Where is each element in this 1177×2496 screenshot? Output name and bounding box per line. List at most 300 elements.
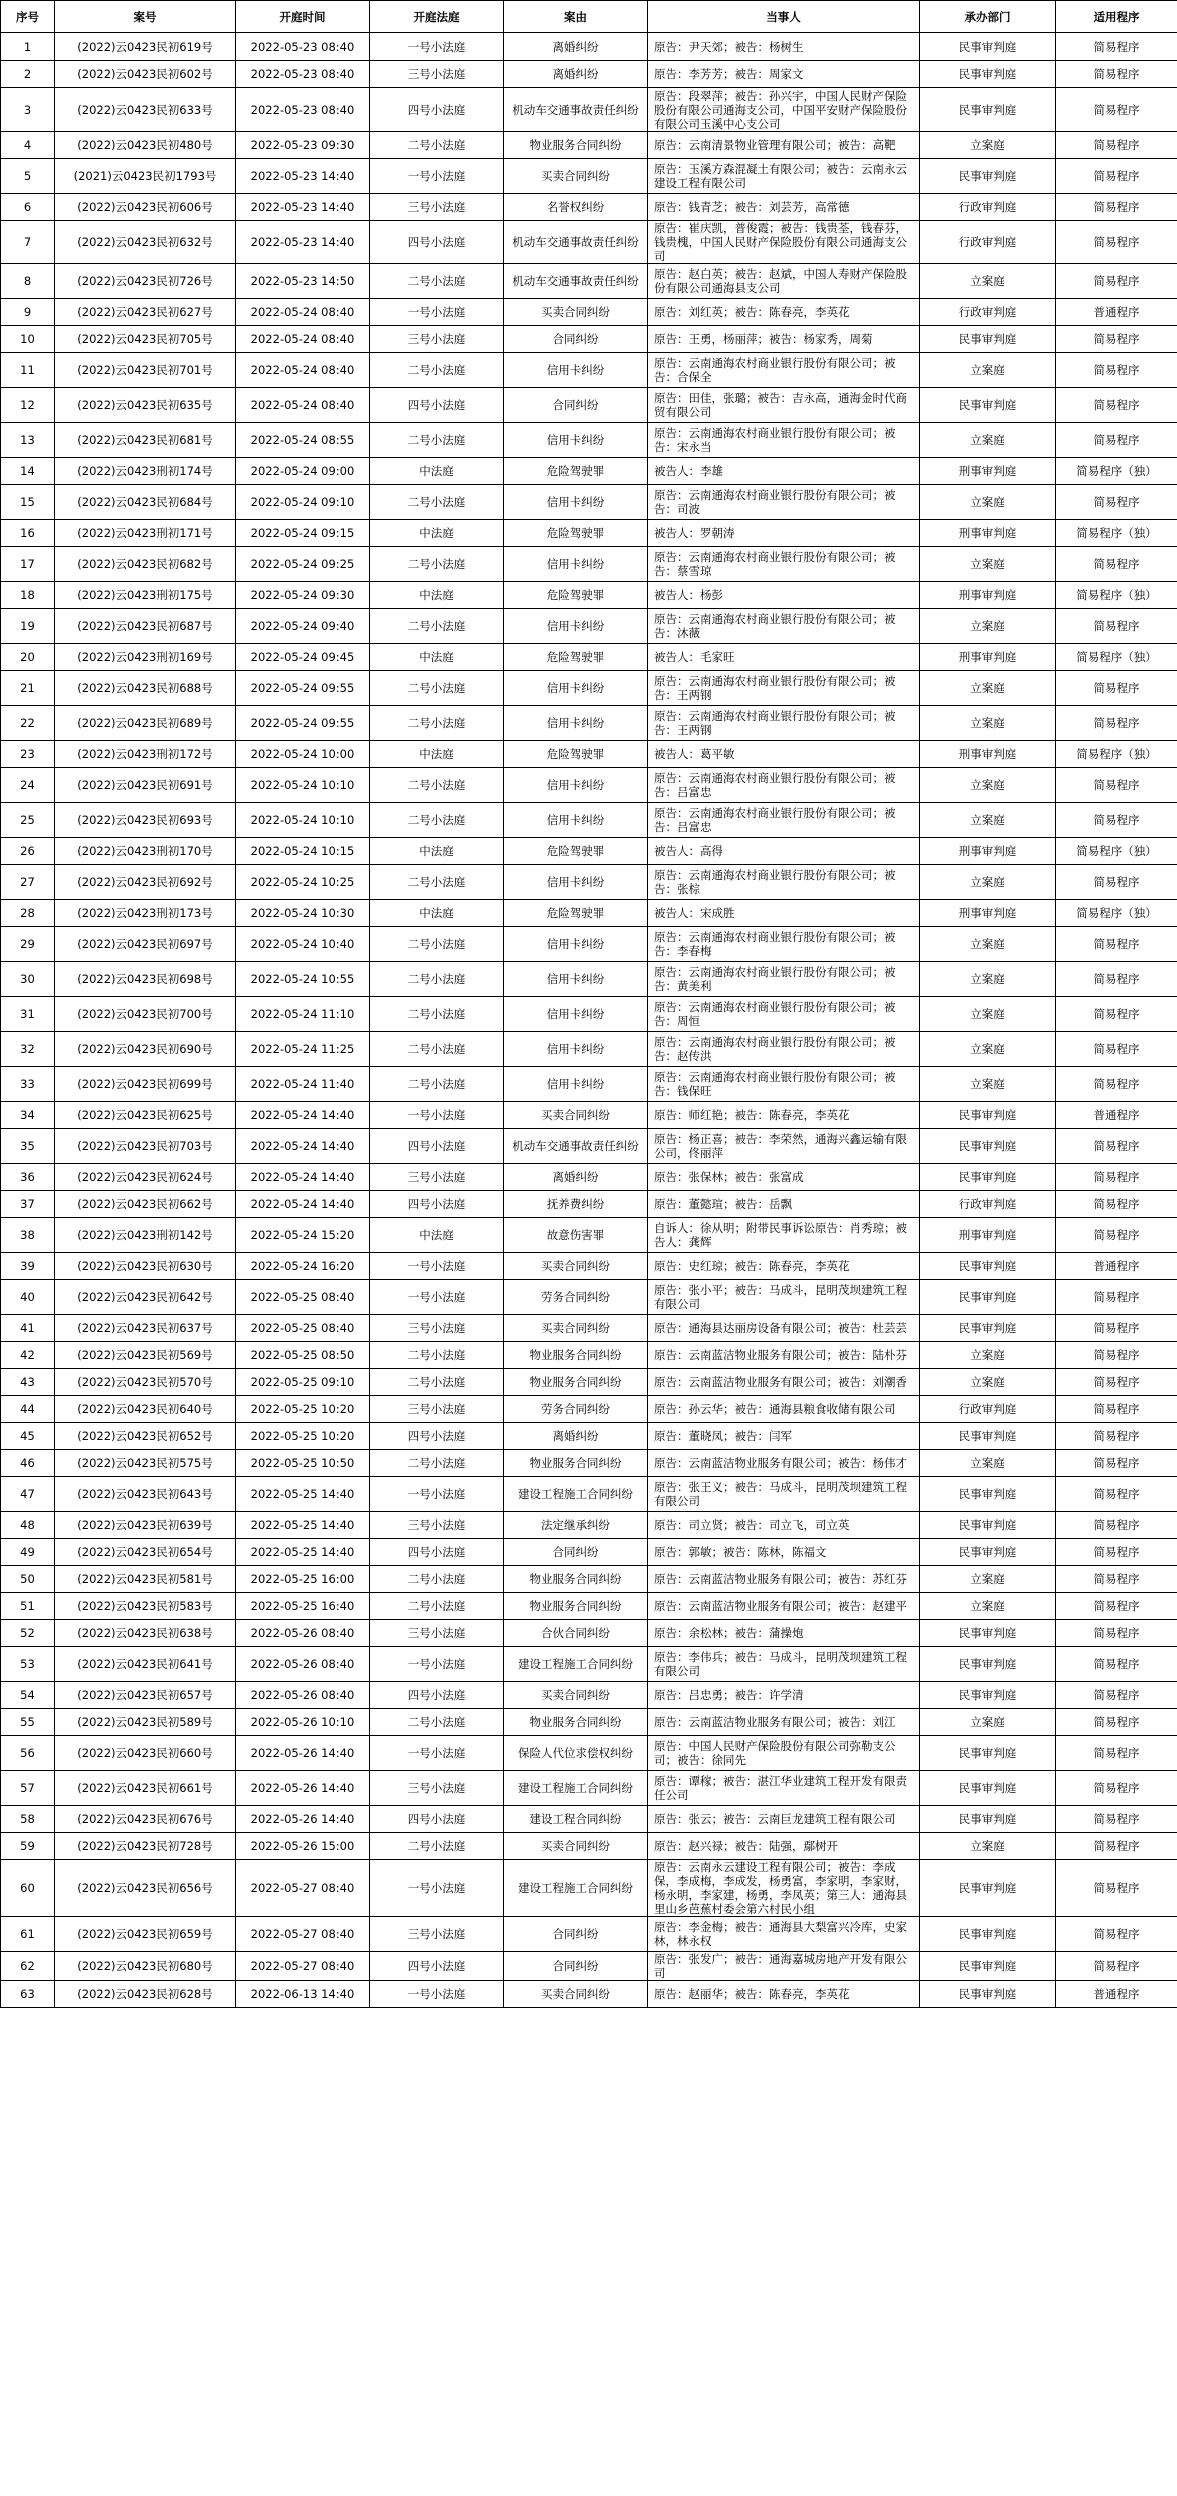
serial-cell: 49 bbox=[1, 1539, 55, 1566]
serial-cell: 25 bbox=[1, 803, 55, 838]
hearing-time-cell: 2022-05-24 11:10 bbox=[236, 997, 370, 1032]
case-number-cell: (2022)云0423刑初172号 bbox=[55, 741, 236, 768]
table-row bbox=[1, 900, 1177, 927]
hearing-time-cell: 2022-05-25 16:40 bbox=[236, 1593, 370, 1620]
case-number-cell: (2022)云0423民初688号 bbox=[55, 671, 236, 706]
serial-cell: 29 bbox=[1, 927, 55, 962]
table-row bbox=[1, 768, 1177, 803]
parties-cell: 被告人：毛家旺 bbox=[648, 644, 920, 671]
department-cell: 民事审判庭 bbox=[920, 1806, 1056, 1833]
serial-cell: 5 bbox=[1, 159, 55, 194]
cause-cell: 名誉权纠纷 bbox=[504, 194, 648, 221]
table-row bbox=[1, 159, 1177, 194]
procedure-cell: 简易程序 bbox=[1056, 1917, 1177, 1952]
serial-cell: 3 bbox=[1, 88, 55, 132]
cause-cell: 买卖合同纠纷 bbox=[504, 1682, 648, 1709]
table-row bbox=[1, 838, 1177, 865]
courtroom-cell: 中法庭 bbox=[370, 741, 504, 768]
department-cell: 刑事审判庭 bbox=[920, 582, 1056, 609]
courtroom-cell: 四号小法庭 bbox=[370, 1682, 504, 1709]
parties-cell: 原告：王勇，杨丽萍；被告：杨家秀，周菊 bbox=[648, 326, 920, 353]
department-cell: 民事审判庭 bbox=[920, 1102, 1056, 1129]
case-number-cell: (2021)云0423民初1793号 bbox=[55, 159, 236, 194]
hearing-time-cell: 2022-05-25 16:00 bbox=[236, 1566, 370, 1593]
courtroom-cell: 三号小法庭 bbox=[370, 1396, 504, 1423]
serial-cell: 46 bbox=[1, 1450, 55, 1477]
cause-cell: 建设工程合同纠纷 bbox=[504, 1806, 648, 1833]
case-number-cell: (2022)云0423民初625号 bbox=[55, 1102, 236, 1129]
parties-cell: 原告：杨正喜；被告：李荣然，通海兴鑫运输有限公司，佟丽萍 bbox=[648, 1129, 920, 1164]
table-row bbox=[1, 865, 1177, 900]
hearing-time-cell: 2022-05-24 14:40 bbox=[236, 1191, 370, 1218]
header-serial: 序号 bbox=[1, 1, 55, 33]
courtroom-cell: 一号小法庭 bbox=[370, 1647, 504, 1682]
serial-cell: 34 bbox=[1, 1102, 55, 1129]
serial-cell: 36 bbox=[1, 1164, 55, 1191]
case-number-cell: (2022)云0423民初700号 bbox=[55, 997, 236, 1032]
courtroom-cell: 二号小法庭 bbox=[370, 353, 504, 388]
serial-cell: 44 bbox=[1, 1396, 55, 1423]
department-cell: 刑事审判庭 bbox=[920, 741, 1056, 768]
procedure-cell: 简易程序 bbox=[1056, 1806, 1177, 1833]
cause-cell: 劳务合同纠纷 bbox=[504, 1396, 648, 1423]
case-number-cell: (2022)云0423民初589号 bbox=[55, 1709, 236, 1736]
cause-cell: 合同纠纷 bbox=[504, 388, 648, 423]
hearing-time-cell: 2022-05-24 08:40 bbox=[236, 388, 370, 423]
courtroom-cell: 一号小法庭 bbox=[370, 1102, 504, 1129]
procedure-cell: 普通程序 bbox=[1056, 1253, 1177, 1280]
hearing-time-cell: 2022-05-23 08:40 bbox=[236, 88, 370, 132]
department-cell: 民事审判庭 bbox=[920, 1917, 1056, 1952]
hearing-time-cell: 2022-05-23 14:40 bbox=[236, 221, 370, 264]
table-row bbox=[1, 33, 1177, 61]
hearing-time-cell: 2022-06-13 14:40 bbox=[236, 1981, 370, 2008]
case-number-cell: (2022)云0423民初632号 bbox=[55, 221, 236, 264]
department-cell: 民事审判庭 bbox=[920, 1860, 1056, 1917]
case-number-cell: (2022)云0423民初602号 bbox=[55, 61, 236, 88]
cause-cell: 机动车交通事故责任纠纷 bbox=[504, 221, 648, 264]
cause-cell: 合同纠纷 bbox=[504, 326, 648, 353]
procedure-cell: 简易程序 bbox=[1056, 159, 1177, 194]
table-row bbox=[1, 1369, 1177, 1396]
hearing-time-cell: 2022-05-23 08:40 bbox=[236, 33, 370, 61]
table-row bbox=[1, 326, 1177, 353]
serial-cell: 10 bbox=[1, 326, 55, 353]
department-cell: 行政审判庭 bbox=[920, 299, 1056, 326]
procedure-cell: 简易程序 bbox=[1056, 865, 1177, 900]
cause-cell: 合同纠纷 bbox=[504, 1917, 648, 1952]
parties-cell: 原告：云南通海农村商业银行股份有限公司；被告：黄美利 bbox=[648, 962, 920, 997]
serial-cell: 59 bbox=[1, 1833, 55, 1860]
department-cell: 立案庭 bbox=[920, 671, 1056, 706]
procedure-cell: 简易程序 bbox=[1056, 1396, 1177, 1423]
courtroom-cell: 一号小法庭 bbox=[370, 1477, 504, 1512]
courtroom-cell: 三号小法庭 bbox=[370, 1512, 504, 1539]
cause-cell: 机动车交通事故责任纠纷 bbox=[504, 1129, 648, 1164]
department-cell: 民事审判庭 bbox=[920, 1952, 1056, 1981]
hearing-time-cell: 2022-05-24 10:55 bbox=[236, 962, 370, 997]
hearing-time-cell: 2022-05-27 08:40 bbox=[236, 1952, 370, 1981]
case-number-cell: (2022)云0423民初480号 bbox=[55, 132, 236, 159]
header-parties: 当事人 bbox=[648, 1, 920, 33]
table-row bbox=[1, 1129, 1177, 1164]
department-cell: 民事审判庭 bbox=[920, 1981, 1056, 2008]
cause-cell: 离婚纠纷 bbox=[504, 61, 648, 88]
procedure-cell: 简易程序 bbox=[1056, 132, 1177, 159]
hearing-time-cell: 2022-05-24 15:20 bbox=[236, 1218, 370, 1253]
parties-cell: 原告：云南通海农村商业银行股份有限公司；被告：李春梅 bbox=[648, 927, 920, 962]
department-cell: 立案庭 bbox=[920, 132, 1056, 159]
hearing-time-cell: 2022-05-27 08:40 bbox=[236, 1917, 370, 1952]
department-cell: 行政审判庭 bbox=[920, 221, 1056, 264]
table-row bbox=[1, 1218, 1177, 1253]
hearing-time-cell: 2022-05-24 09:40 bbox=[236, 609, 370, 644]
cause-cell: 买卖合同纠纷 bbox=[504, 1102, 648, 1129]
procedure-cell: 普通程序 bbox=[1056, 1981, 1177, 2008]
table-row bbox=[1, 997, 1177, 1032]
case-number-cell: (2022)云0423民初698号 bbox=[55, 962, 236, 997]
department-cell: 立案庭 bbox=[920, 803, 1056, 838]
parties-cell: 原告：云南通海农村商业银行股份有限公司；被告：张棕 bbox=[648, 865, 920, 900]
table-row bbox=[1, 1593, 1177, 1620]
procedure-cell: 简易程序 bbox=[1056, 1682, 1177, 1709]
department-cell: 立案庭 bbox=[920, 1067, 1056, 1102]
cause-cell: 保险人代位求偿权纠纷 bbox=[504, 1736, 648, 1771]
case-number-cell: (2022)云0423民初635号 bbox=[55, 388, 236, 423]
cause-cell: 信用卡纠纷 bbox=[504, 706, 648, 741]
hearing-time-cell: 2022-05-24 09:55 bbox=[236, 706, 370, 741]
hearing-time-cell: 2022-05-23 14:50 bbox=[236, 264, 370, 299]
courtroom-cell: 二号小法庭 bbox=[370, 997, 504, 1032]
case-number-cell: (2022)云0423民初642号 bbox=[55, 1280, 236, 1315]
parties-cell: 原告：云南通海农村商业银行股份有限公司；被告：蔡雪琼 bbox=[648, 547, 920, 582]
parties-cell: 原告：赵丽华；被告：陈春亮，李英花 bbox=[648, 1981, 920, 2008]
serial-cell: 32 bbox=[1, 1032, 55, 1067]
table-row bbox=[1, 644, 1177, 671]
procedure-cell: 简易程序（独） bbox=[1056, 582, 1177, 609]
hearing-time-cell: 2022-05-24 14:40 bbox=[236, 1129, 370, 1164]
cause-cell: 机动车交通事故责任纠纷 bbox=[504, 88, 648, 132]
cause-cell: 合同纠纷 bbox=[504, 1539, 648, 1566]
procedure-cell: 简易程序 bbox=[1056, 1860, 1177, 1917]
serial-cell: 50 bbox=[1, 1566, 55, 1593]
procedure-cell: 简易程序 bbox=[1056, 326, 1177, 353]
department-cell: 立案庭 bbox=[920, 927, 1056, 962]
procedure-cell: 简易程序 bbox=[1056, 264, 1177, 299]
courtroom-cell: 三号小法庭 bbox=[370, 326, 504, 353]
procedure-cell: 简易程序 bbox=[1056, 1512, 1177, 1539]
procedure-cell: 简易程序 bbox=[1056, 194, 1177, 221]
courtroom-cell: 二号小法庭 bbox=[370, 927, 504, 962]
courtroom-cell: 二号小法庭 bbox=[370, 1369, 504, 1396]
parties-cell: 原告：云南通海农村商业银行股份有限公司；被告：吕富忠 bbox=[648, 768, 920, 803]
table-row bbox=[1, 1566, 1177, 1593]
table-row bbox=[1, 803, 1177, 838]
department-cell: 民事审判庭 bbox=[920, 1280, 1056, 1315]
parties-cell: 原告：云南通海农村商业银行股份有限公司；被告：赵传洪 bbox=[648, 1032, 920, 1067]
serial-cell: 41 bbox=[1, 1315, 55, 1342]
case-number-cell: (2022)云0423刑初173号 bbox=[55, 900, 236, 927]
hearing-time-cell: 2022-05-25 10:20 bbox=[236, 1396, 370, 1423]
cause-cell: 劳务合同纠纷 bbox=[504, 1280, 648, 1315]
procedure-cell: 简易程序 bbox=[1056, 423, 1177, 458]
hearing-time-cell: 2022-05-26 10:10 bbox=[236, 1709, 370, 1736]
table-row bbox=[1, 1647, 1177, 1682]
cause-cell: 买卖合同纠纷 bbox=[504, 159, 648, 194]
department-cell: 立案庭 bbox=[920, 1369, 1056, 1396]
procedure-cell: 简易程序 bbox=[1056, 221, 1177, 264]
parties-cell: 被告人：高得 bbox=[648, 838, 920, 865]
parties-cell: 原告：李金梅；被告：通海县大梨富兴冷库，史家林，林永权 bbox=[648, 1917, 920, 1952]
serial-cell: 6 bbox=[1, 194, 55, 221]
department-cell: 立案庭 bbox=[920, 485, 1056, 520]
table-row bbox=[1, 1102, 1177, 1129]
serial-cell: 18 bbox=[1, 582, 55, 609]
hearing-time-cell: 2022-05-24 08:40 bbox=[236, 353, 370, 388]
courtroom-cell: 中法庭 bbox=[370, 458, 504, 485]
hearing-time-cell: 2022-05-24 09:25 bbox=[236, 547, 370, 582]
case-number-cell: (2022)云0423民初624号 bbox=[55, 1164, 236, 1191]
cause-cell: 离婚纠纷 bbox=[504, 33, 648, 61]
department-cell: 民事审判庭 bbox=[920, 1423, 1056, 1450]
hearing-time-cell: 2022-05-24 08:55 bbox=[236, 423, 370, 458]
cause-cell: 信用卡纠纷 bbox=[504, 1032, 648, 1067]
table-row bbox=[1, 741, 1177, 768]
serial-cell: 35 bbox=[1, 1129, 55, 1164]
cause-cell: 物业服务合同纠纷 bbox=[504, 1566, 648, 1593]
case-number-cell: (2022)云0423民初697号 bbox=[55, 927, 236, 962]
courtroom-cell: 四号小法庭 bbox=[370, 1423, 504, 1450]
cause-cell: 危险驾驶罪 bbox=[504, 900, 648, 927]
department-cell: 立案庭 bbox=[920, 423, 1056, 458]
courtroom-cell: 四号小法庭 bbox=[370, 1952, 504, 1981]
department-cell: 立案庭 bbox=[920, 1566, 1056, 1593]
courtroom-cell: 三号小法庭 bbox=[370, 1315, 504, 1342]
courtroom-cell: 一号小法庭 bbox=[370, 1736, 504, 1771]
cause-cell: 物业服务合同纠纷 bbox=[504, 1450, 648, 1477]
hearing-time-cell: 2022-05-24 08:40 bbox=[236, 326, 370, 353]
case-number-cell: (2022)云0423民初656号 bbox=[55, 1860, 236, 1917]
table-row bbox=[1, 1860, 1177, 1917]
procedure-cell: 简易程序 bbox=[1056, 1423, 1177, 1450]
serial-cell: 4 bbox=[1, 132, 55, 159]
department-cell: 立案庭 bbox=[920, 1709, 1056, 1736]
serial-cell: 2 bbox=[1, 61, 55, 88]
serial-cell: 63 bbox=[1, 1981, 55, 2008]
table-row bbox=[1, 1512, 1177, 1539]
table-row bbox=[1, 1396, 1177, 1423]
parties-cell: 原告：张王义；被告：马成斗，昆明茂坝建筑工程有限公司 bbox=[648, 1477, 920, 1512]
procedure-cell: 简易程序 bbox=[1056, 671, 1177, 706]
cause-cell: 信用卡纠纷 bbox=[504, 803, 648, 838]
department-cell: 民事审判庭 bbox=[920, 1682, 1056, 1709]
case-number-cell: (2022)云0423民初627号 bbox=[55, 299, 236, 326]
table-header-row bbox=[1, 1, 1177, 33]
department-cell: 民事审判庭 bbox=[920, 1539, 1056, 1566]
cause-cell: 信用卡纠纷 bbox=[504, 671, 648, 706]
department-cell: 民事审判庭 bbox=[920, 388, 1056, 423]
courtroom-cell: 二号小法庭 bbox=[370, 1450, 504, 1477]
procedure-cell: 简易程序 bbox=[1056, 1450, 1177, 1477]
table-row bbox=[1, 706, 1177, 741]
procedure-cell: 简易程序 bbox=[1056, 1952, 1177, 1981]
procedure-cell: 简易程序 bbox=[1056, 61, 1177, 88]
hearing-time-cell: 2022-05-23 14:40 bbox=[236, 194, 370, 221]
table-row bbox=[1, 1342, 1177, 1369]
procedure-cell: 简易程序 bbox=[1056, 353, 1177, 388]
cause-cell: 信用卡纠纷 bbox=[504, 962, 648, 997]
case-number-cell: (2022)云0423民初699号 bbox=[55, 1067, 236, 1102]
parties-cell: 原告：云南蓝洁物业服务有限公司；被告：苏红芬 bbox=[648, 1566, 920, 1593]
hearing-time-cell: 2022-05-25 08:50 bbox=[236, 1342, 370, 1369]
table-row bbox=[1, 61, 1177, 88]
case-number-cell: (2022)云0423民初705号 bbox=[55, 326, 236, 353]
case-number-cell: (2022)云0423刑初174号 bbox=[55, 458, 236, 485]
header-case-number: 案号 bbox=[55, 1, 236, 33]
case-number-cell: (2022)云0423民初637号 bbox=[55, 1315, 236, 1342]
hearing-time-cell: 2022-05-24 10:30 bbox=[236, 900, 370, 927]
procedure-cell: 简易程序 bbox=[1056, 1620, 1177, 1647]
serial-cell: 60 bbox=[1, 1860, 55, 1917]
courtroom-cell: 中法庭 bbox=[370, 582, 504, 609]
parties-cell: 原告：史红琼；被告：陈春亮，李英花 bbox=[648, 1253, 920, 1280]
table-row bbox=[1, 1771, 1177, 1806]
department-cell: 民事审判庭 bbox=[920, 159, 1056, 194]
procedure-cell: 简易程序 bbox=[1056, 1566, 1177, 1593]
cause-cell: 建设工程施工合同纠纷 bbox=[504, 1860, 648, 1917]
hearing-time-cell: 2022-05-26 08:40 bbox=[236, 1620, 370, 1647]
department-cell: 立案庭 bbox=[920, 768, 1056, 803]
cause-cell: 信用卡纠纷 bbox=[504, 485, 648, 520]
cause-cell: 买卖合同纠纷 bbox=[504, 299, 648, 326]
table-row bbox=[1, 1315, 1177, 1342]
parties-cell: 原告：云南清景物业管理有限公司；被告：高靶 bbox=[648, 132, 920, 159]
cause-cell: 危险驾驶罪 bbox=[504, 520, 648, 547]
courtroom-cell: 二号小法庭 bbox=[370, 1032, 504, 1067]
department-cell: 立案庭 bbox=[920, 547, 1056, 582]
parties-cell: 原告：玉溪方森混凝土有限公司；被告：云南永云建设工程有限公司 bbox=[648, 159, 920, 194]
parties-cell: 原告：云南通海农村商业银行股份有限公司；被告：吕富忠 bbox=[648, 803, 920, 838]
table-row bbox=[1, 671, 1177, 706]
procedure-cell: 简易程序 bbox=[1056, 1647, 1177, 1682]
parties-cell: 原告：师红艳；被告：陈春亮，李英花 bbox=[648, 1102, 920, 1129]
serial-cell: 52 bbox=[1, 1620, 55, 1647]
parties-cell: 被告人：宋成胜 bbox=[648, 900, 920, 927]
hearing-time-cell: 2022-05-24 08:40 bbox=[236, 299, 370, 326]
courtroom-cell: 一号小法庭 bbox=[370, 1860, 504, 1917]
courtroom-cell: 三号小法庭 bbox=[370, 194, 504, 221]
parties-cell: 被告人：杨彭 bbox=[648, 582, 920, 609]
courtroom-cell: 一号小法庭 bbox=[370, 1253, 504, 1280]
case-number-cell: (2022)云0423民初692号 bbox=[55, 865, 236, 900]
serial-cell: 56 bbox=[1, 1736, 55, 1771]
serial-cell: 11 bbox=[1, 353, 55, 388]
case-number-cell: (2022)云0423民初690号 bbox=[55, 1032, 236, 1067]
courtroom-cell: 二号小法庭 bbox=[370, 485, 504, 520]
department-cell: 民事审判庭 bbox=[920, 1620, 1056, 1647]
hearing-time-cell: 2022-05-25 08:40 bbox=[236, 1280, 370, 1315]
parties-cell: 原告：张云；被告：云南巨龙建筑工程有限公司 bbox=[648, 1806, 920, 1833]
hearing-time-cell: 2022-05-24 14:40 bbox=[236, 1102, 370, 1129]
serial-cell: 54 bbox=[1, 1682, 55, 1709]
courtroom-cell: 中法庭 bbox=[370, 1218, 504, 1253]
department-cell: 民事审判庭 bbox=[920, 1164, 1056, 1191]
table-row bbox=[1, 1423, 1177, 1450]
parties-cell: 原告：云南蓝洁物业服务有限公司；被告：赵建平 bbox=[648, 1593, 920, 1620]
case-number-cell: (2022)云0423民初606号 bbox=[55, 194, 236, 221]
parties-cell: 原告：云南永云建设工程有限公司；被告：李成保，李成梅，李成发，杨勇富，李家明，李家财，杨永明，李家建，杨勇，李凤英；第三人：通海县里山乡芭蕉村委会第六村民小组 bbox=[648, 1860, 920, 1917]
procedure-cell: 简易程序 bbox=[1056, 1218, 1177, 1253]
hearing-time-cell: 2022-05-24 10:25 bbox=[236, 865, 370, 900]
table-row bbox=[1, 520, 1177, 547]
case-number-cell: (2022)云0423民初641号 bbox=[55, 1647, 236, 1682]
parties-cell: 原告：余松林；被告：蒲操炮 bbox=[648, 1620, 920, 1647]
department-cell: 民事审判庭 bbox=[920, 1253, 1056, 1280]
hearing-time-cell: 2022-05-23 08:40 bbox=[236, 61, 370, 88]
serial-cell: 55 bbox=[1, 1709, 55, 1736]
department-cell: 立案庭 bbox=[920, 1450, 1056, 1477]
case-number-cell: (2022)云0423民初703号 bbox=[55, 1129, 236, 1164]
table-row bbox=[1, 423, 1177, 458]
parties-cell: 原告：谭稼；被告：湛江华业建筑工程开发有限责任公司 bbox=[648, 1771, 920, 1806]
department-cell: 立案庭 bbox=[920, 353, 1056, 388]
department-cell: 民事审判庭 bbox=[920, 1771, 1056, 1806]
cause-cell: 物业服务合同纠纷 bbox=[504, 1342, 648, 1369]
courtroom-cell: 四号小法庭 bbox=[370, 88, 504, 132]
procedure-cell: 简易程序（独） bbox=[1056, 900, 1177, 927]
department-cell: 行政审判庭 bbox=[920, 194, 1056, 221]
parties-cell: 原告：云南通海农村商业银行股份有限公司；被告：沐薇 bbox=[648, 609, 920, 644]
case-number-cell: (2022)云0423民初662号 bbox=[55, 1191, 236, 1218]
case-number-cell: (2022)云0423民初693号 bbox=[55, 803, 236, 838]
hearing-time-cell: 2022-05-25 10:20 bbox=[236, 1423, 370, 1450]
cause-cell: 危险驾驶罪 bbox=[504, 458, 648, 485]
table-row bbox=[1, 1191, 1177, 1218]
table-row bbox=[1, 221, 1177, 264]
serial-cell: 8 bbox=[1, 264, 55, 299]
procedure-cell: 简易程序 bbox=[1056, 1315, 1177, 1342]
hearing-time-cell: 2022-05-24 09:00 bbox=[236, 458, 370, 485]
procedure-cell: 简易程序 bbox=[1056, 1067, 1177, 1102]
case-number-cell: (2022)云0423民初583号 bbox=[55, 1593, 236, 1620]
courtroom-cell: 一号小法庭 bbox=[370, 1981, 504, 2008]
department-cell: 民事审判庭 bbox=[920, 1315, 1056, 1342]
serial-cell: 28 bbox=[1, 900, 55, 927]
table-row bbox=[1, 1253, 1177, 1280]
serial-cell: 48 bbox=[1, 1512, 55, 1539]
cause-cell: 买卖合同纠纷 bbox=[504, 1253, 648, 1280]
procedure-cell: 简易程序（独） bbox=[1056, 520, 1177, 547]
hearing-time-cell: 2022-05-25 14:40 bbox=[236, 1539, 370, 1566]
hearing-time-cell: 2022-05-24 09:55 bbox=[236, 671, 370, 706]
case-number-cell: (2022)云0423民初728号 bbox=[55, 1833, 236, 1860]
cause-cell: 信用卡纠纷 bbox=[504, 353, 648, 388]
parties-cell: 原告：张发广；被告：通海嘉城房地产开发有限公司 bbox=[648, 1952, 920, 1981]
department-cell: 刑事审判庭 bbox=[920, 644, 1056, 671]
department-cell: 行政审判庭 bbox=[920, 1191, 1056, 1218]
courtroom-cell: 四号小法庭 bbox=[370, 221, 504, 264]
cause-cell: 信用卡纠纷 bbox=[504, 547, 648, 582]
procedure-cell: 简易程序 bbox=[1056, 1593, 1177, 1620]
table-row bbox=[1, 1833, 1177, 1860]
courtroom-cell: 四号小法庭 bbox=[370, 1539, 504, 1566]
serial-cell: 24 bbox=[1, 768, 55, 803]
hearing-time-cell: 2022-05-24 10:40 bbox=[236, 927, 370, 962]
table-row bbox=[1, 264, 1177, 299]
courtroom-cell: 四号小法庭 bbox=[370, 388, 504, 423]
procedure-cell: 简易程序 bbox=[1056, 33, 1177, 61]
table-row bbox=[1, 1981, 1177, 2008]
